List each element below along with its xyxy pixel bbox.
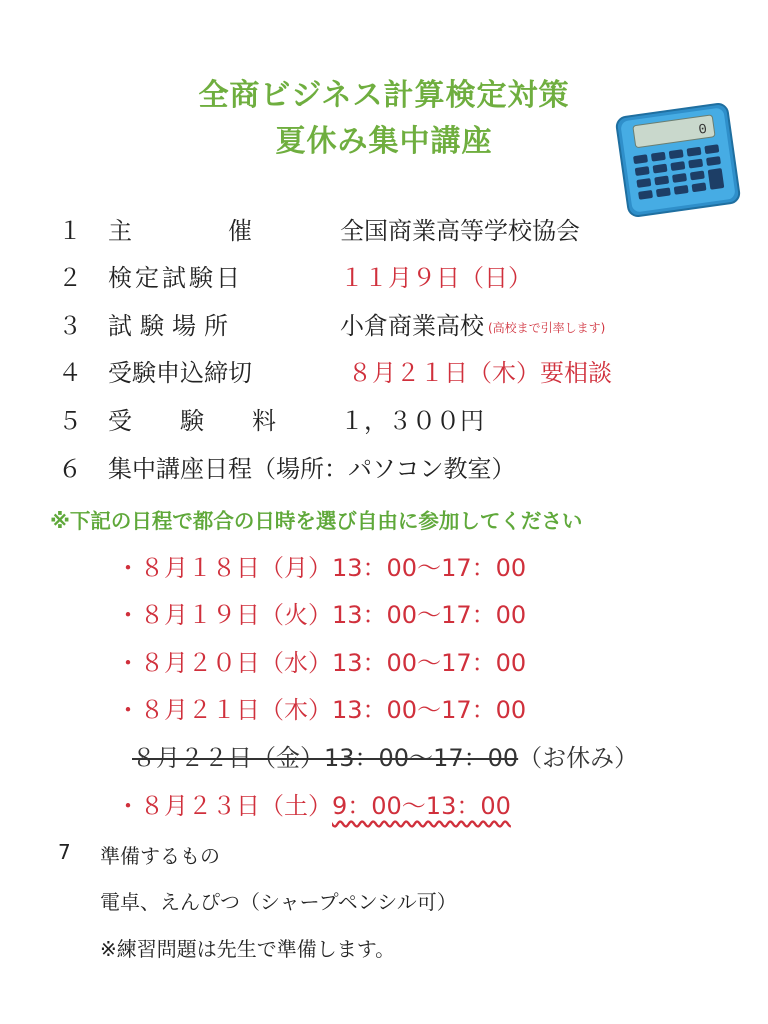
- prepare-number: 7: [58, 840, 71, 864]
- item-label: 集中講座日程（場所：パソコン教室）: [108, 455, 516, 483]
- schedule-item: [116, 786, 511, 821]
- item-number: ６: [58, 455, 82, 483]
- prepare-heading: 準備するもの: [100, 844, 220, 868]
- item-number: ５: [58, 407, 82, 435]
- prepare-items: 電卓、えんぴつ（シャープペンシル可）: [100, 890, 457, 914]
- schedule-item: ・８月２１日（木）13：00〜17：00: [116, 696, 527, 724]
- calculator-display: 0: [697, 121, 709, 139]
- schedule-time: 9：00〜13：00: [332, 792, 511, 820]
- schedule-date: ・８月２３日（土）: [116, 792, 332, 820]
- schedule-item-cancelled: [132, 738, 638, 773]
- item-number: １: [58, 217, 82, 245]
- notice-text: ※下記の日程で都合の日時を選び自由に参加してください: [50, 509, 583, 533]
- off-note: （お休み）: [518, 744, 639, 772]
- item-label: 検定試験日: [108, 264, 243, 292]
- item-note: (高校まで引率します): [488, 321, 606, 335]
- page-subtitle: 夏休み集中講座: [275, 124, 493, 159]
- item-number: ４: [58, 359, 82, 387]
- schedule-item: ・８月１８日（月）13：00〜17：00: [116, 554, 527, 582]
- item-value: １，３００円: [340, 407, 484, 435]
- item-value: １１月９日（日）: [340, 264, 532, 292]
- item-label: 主 催: [108, 217, 252, 245]
- item-value: 小倉商業高校: [340, 312, 484, 340]
- item-value: ８月２１日（木）要相談: [348, 359, 612, 387]
- item-number: ２: [58, 264, 82, 292]
- calculator-icon: [612, 102, 744, 218]
- item-label: 試験場所: [108, 312, 236, 340]
- item-number: ３: [58, 312, 82, 340]
- item-label: 受 験 料: [108, 407, 276, 435]
- prepare-note: ※練習問題は先生で準備します。: [100, 937, 396, 961]
- page-title: 全商ビジネス計算検定対策: [198, 78, 570, 113]
- schedule-item: ・８月２０日（水）13：00〜17：00: [116, 649, 527, 677]
- item-value: 全国商業高等学校協会: [340, 217, 580, 245]
- schedule-item: ・８月１９日（火）13：00〜17：00: [116, 601, 527, 629]
- item-label: 受験申込締切: [108, 359, 252, 387]
- cancelled-date: ８月２２日（金）13：00〜17：00: [132, 744, 519, 772]
